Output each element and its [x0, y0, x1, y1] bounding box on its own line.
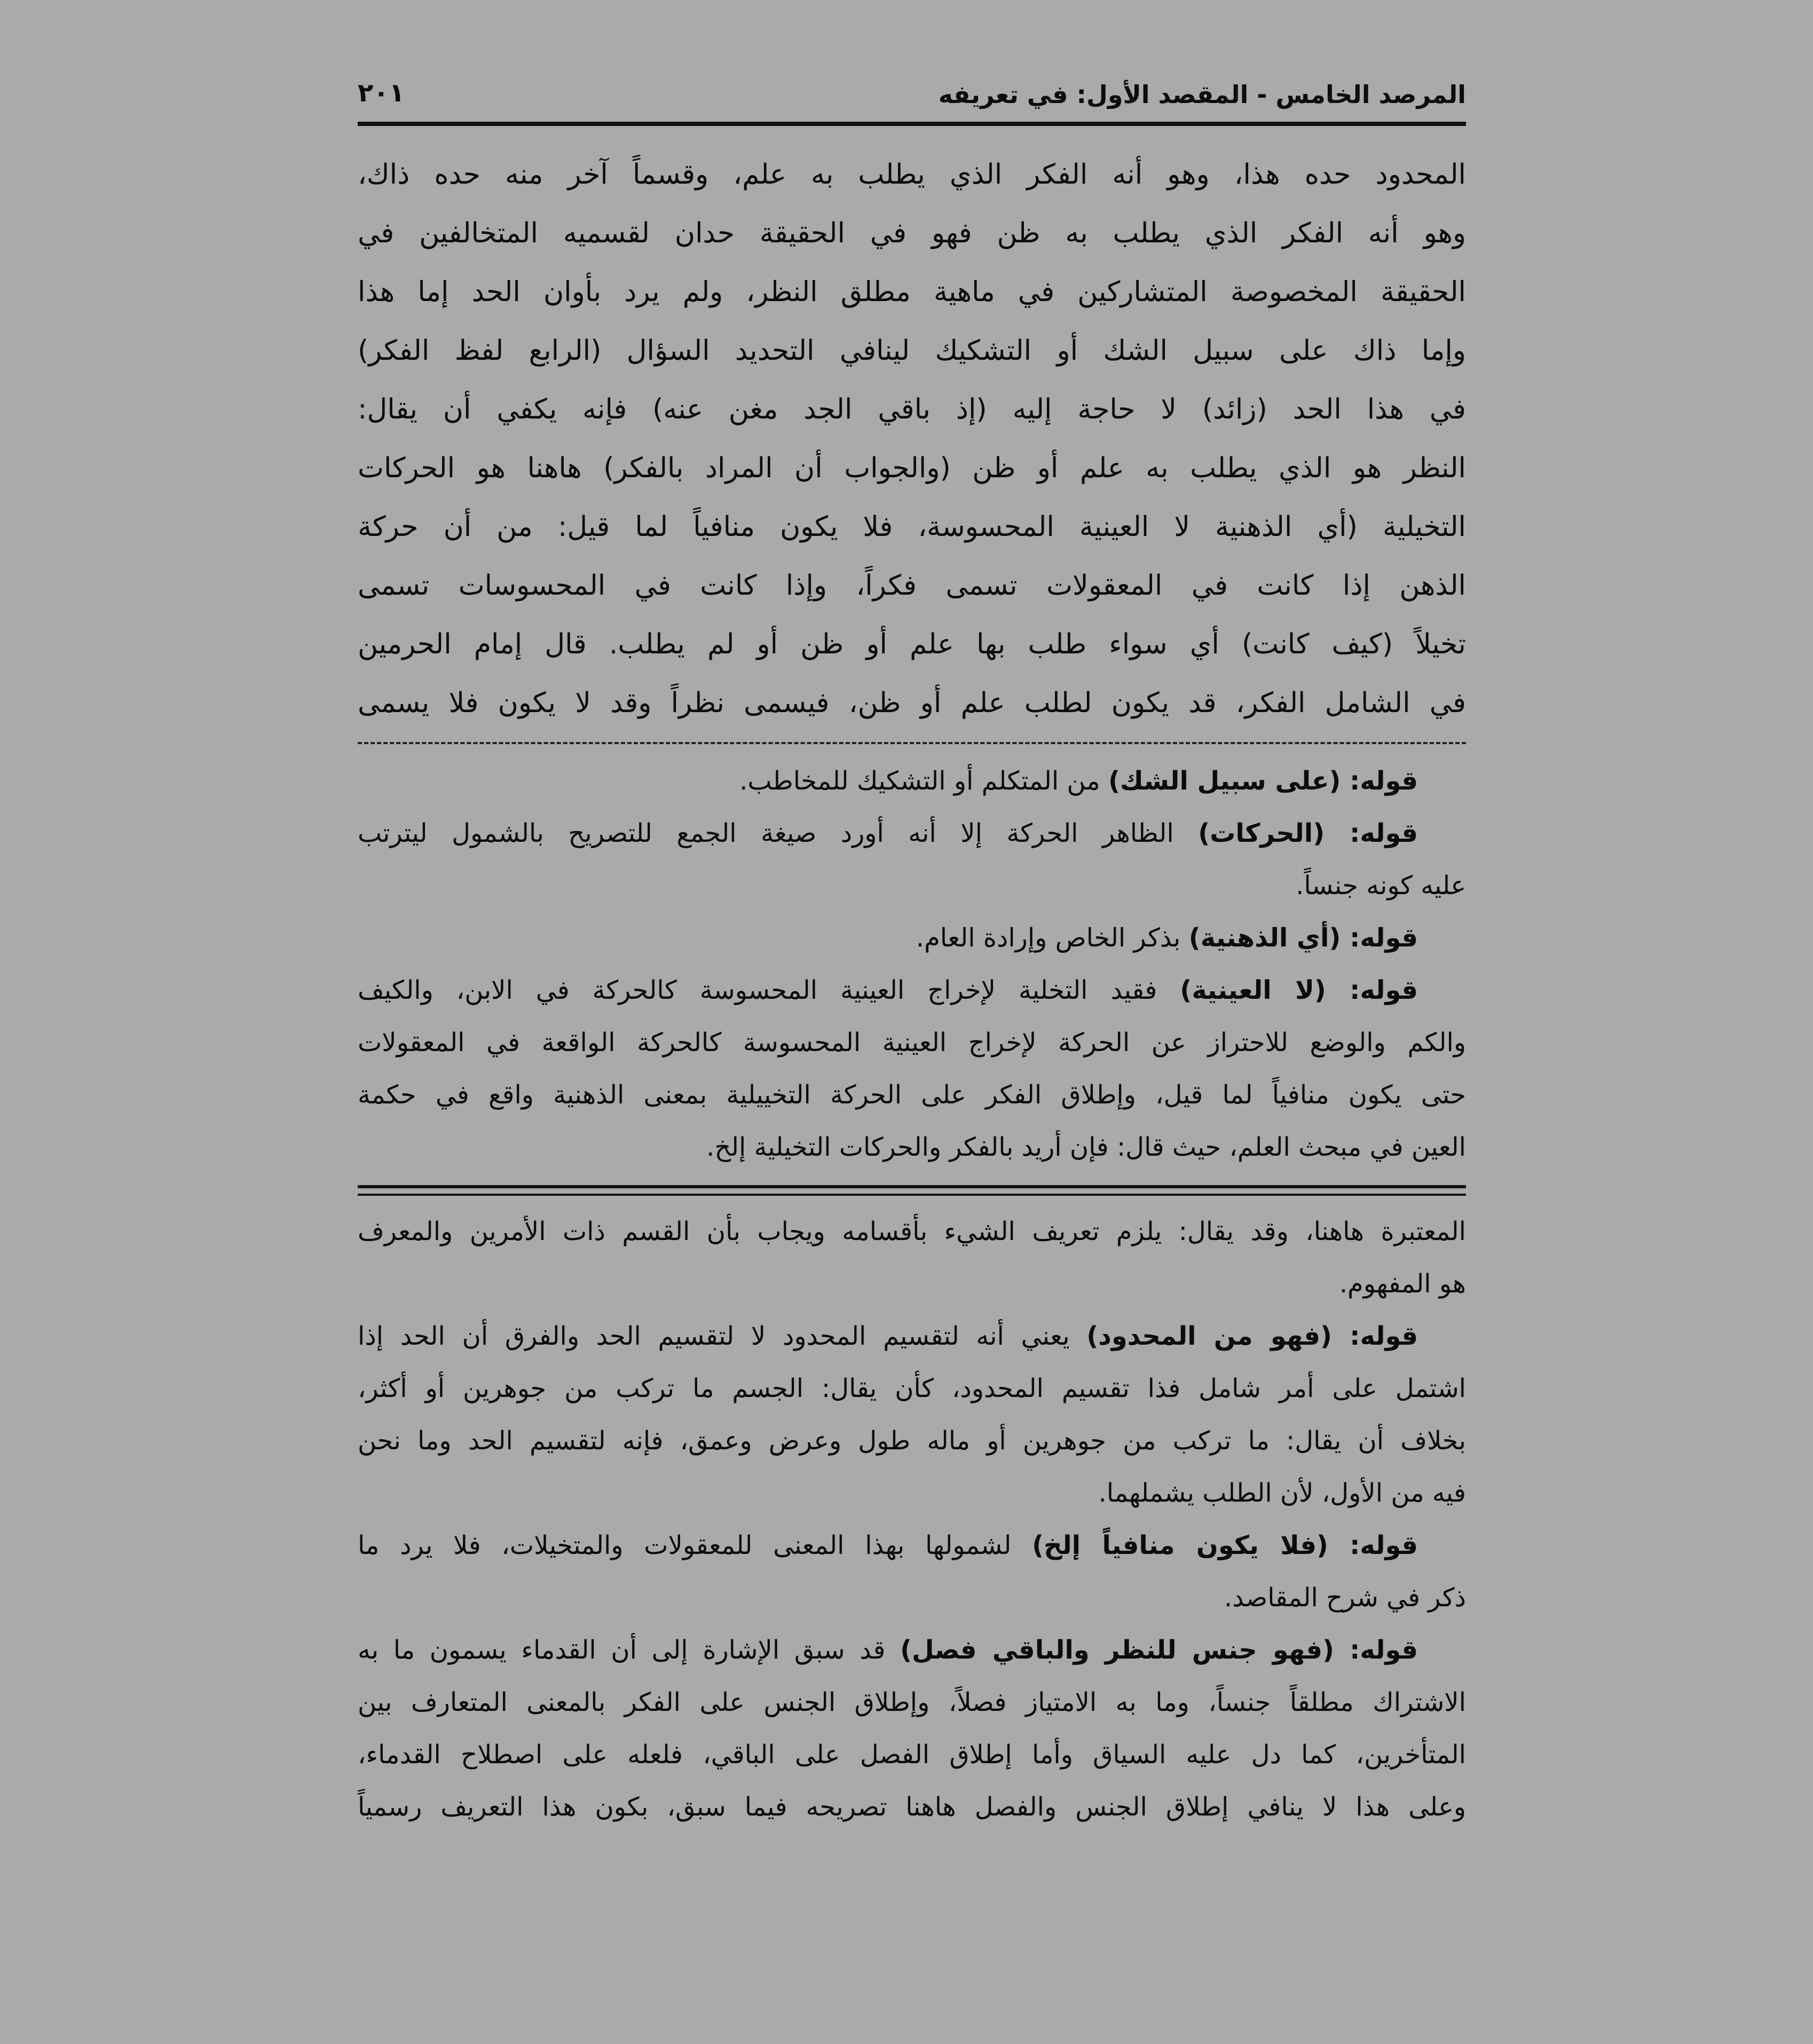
rule-line — [358, 1185, 1466, 1188]
header-rule — [358, 122, 1466, 126]
note-line — [358, 1519, 1466, 1572]
note-line: اشتمل على أمر شامل فذا تقسيم المحدود، كأن يقال: الجسم ما تركب من جوهرين أو أكثر، — [358, 1374, 1466, 1403]
note-line: الاشتراك مطلقاً جنساً، وما به الامتياز فصلاً، وإطلاق الجنس على الفكر بالمعنى المتعارف بين — [358, 1687, 1466, 1717]
note-line: والكم والوضع للاحتراز عن الحركة لإخراج العينية المحسوسة كالحركة الواقعة في المعقولات — [358, 1028, 1466, 1057]
note-line — [358, 964, 1466, 1016]
dashed-separator — [358, 742, 1466, 744]
note-prefix: قوله: — [1325, 818, 1418, 848]
note-prefix: قوله: — [1332, 1321, 1418, 1351]
page-number: ٢٠١ — [358, 78, 405, 108]
text-line: الذهن إذا كانت في المعقولات تسمى فكراً، وإذا كانت في المحسوسات تسمى — [358, 570, 1466, 602]
text-line: في هذا الحد (زائد) لا حاجة إليه (إذ باقي الجد مغن عنه) فإنه يكفي أن يقال: — [358, 393, 1466, 425]
text-line: الحقيقة المخصوصة المتشاركين في ماهية مطلق النظر، ولم يرد بأوان الحد إما هذا — [358, 276, 1466, 308]
note-quote: (فهو من المحدود) — [1086, 1321, 1332, 1351]
note-quote: (على سبيل الشك) — [1108, 766, 1341, 796]
commentary-top — [358, 755, 1466, 1173]
note-line — [358, 1310, 1466, 1362]
page-header — [358, 75, 1466, 122]
note-prefix: قوله: — [1328, 1530, 1418, 1560]
note-text: يعني أنه لتقسيم المحدود لا لتقسيم الحد والفرق أن الحد إذا — [358, 1321, 1087, 1351]
text-line: المحدود حده هذا، وهو أنه الفكر الذي يطلب به علم، وقسماً آخر منه حده ذاك، — [358, 159, 1466, 191]
note-text: لشمولها بهذا المعنى للمعقولات والمتخيلات، فلا يرد ما — [358, 1530, 1032, 1560]
note-line — [358, 912, 1466, 964]
text-line: وإما ذاك على سبيل الشك أو التشكيك لينافي التحديد السؤال (الرابع لفظ الفكر) — [358, 335, 1466, 367]
note-line: المعتبرة هاهنا، وقد يقال: يلزم تعريف الشيء بأقسامه ويجاب بأن القسم ذات الأمرين والمعرف — [358, 1217, 1466, 1246]
text-line: النظر هو الذي يطلب به علم أو ظن (والجواب أن المراد بالفكر) هاهنا هو الحركات — [358, 452, 1466, 484]
note-prefix: قوله: — [1341, 923, 1418, 953]
note-prefix: قوله: — [1326, 975, 1418, 1005]
text-line: التخيلية (أي الذهنية لا العينية المحسوسة، فلا يكون منافياً لما قيل: من أن حركة — [358, 511, 1466, 543]
note-line — [358, 755, 1466, 807]
text-line: تخيلاً (كيف كانت) أي سواء طلب بها علم أو ظن أو لم يطلب. قال إمام الحرمين — [358, 628, 1466, 660]
running-title: المرصد الخامس - المقصد الأول: في تعريفه — [938, 80, 1466, 109]
note-line: حتى يكون منافياً لما قيل، وإطلاق الفكر على الحركة التخييلية بمعنى الذهنية واقع في حكمة — [358, 1080, 1466, 1110]
note-quote: (فلا يكون منافياً إلخ) — [1032, 1530, 1328, 1560]
note-text: قد سبق الإشارة إلى أن القدماء يسمون ما به — [358, 1635, 901, 1665]
note-text: الظاهر الحركة إلا أنه أورد صيغة الجمع للتصريح بالشمول ليترتب — [358, 818, 1199, 848]
note-text: من المتكلم أو التشكيك للمخاطب. — [739, 766, 1108, 796]
note-line: المتأخرين، كما دل عليه السياق وأما إطلاق الفصل على الباقي، فلعله على اصطلاح القدماء، — [358, 1740, 1466, 1770]
note-line: العين في مبحث العلم، حيث قال: فإن أريد بالفكر والحركات التخيلية إلخ. — [706, 1132, 1466, 1162]
text-line: في الشامل الفكر، قد يكون لطلب علم أو ظن، فيسمى نظراً وقد لا يكون فلا يسمى — [358, 687, 1466, 719]
note-prefix: قوله: — [1334, 1635, 1418, 1665]
note-line — [358, 1624, 1466, 1676]
main-text — [358, 145, 1466, 732]
note-line: هو المفهوم. — [1339, 1269, 1466, 1299]
note-line: ذكر في شرح المقاصد. — [1224, 1583, 1466, 1613]
double-rule-separator — [358, 1185, 1466, 1196]
text-line: وهو أنه الفكر الذي يطلب به ظن فهو في الحقيقة حدان لقسميه المتخالفين في — [358, 217, 1466, 249]
note-prefix: قوله: — [1341, 766, 1418, 796]
note-quote: (لا العينية) — [1180, 975, 1326, 1005]
note-quote: (فهو جنس للنظر والباقي فصل) — [900, 1635, 1335, 1665]
note-line: عليه كونه جنساً. — [1296, 871, 1466, 901]
document-page — [358, 75, 1466, 1833]
note-quote: (أي الذهنية) — [1188, 923, 1341, 953]
commentary-bottom — [358, 1205, 1466, 1833]
note-line: بخلاف أن يقال: ما تركب من جوهرين أو ماله طول وعرض وعمق، فإنه لتقسيم الحد وما نحن — [358, 1426, 1466, 1456]
note-text: فقيد التخلية لإخراج العينية المحسوسة كالحركة في الابن، والكيف — [358, 975, 1180, 1005]
note-text: بذكر الخاص وإرادة العام. — [916, 923, 1189, 953]
note-line — [358, 807, 1466, 859]
note-line: وعلى هذا لا ينافي إطلاق الجنس والفصل هاهنا تصريحه فيما سبق، بكون هذا التعريف رسمياً — [358, 1792, 1466, 1822]
rule-line — [358, 1194, 1466, 1196]
note-line: فيه من الأول، لأن الطلب يشملهما. — [1098, 1478, 1466, 1508]
note-quote: (الحركات) — [1198, 818, 1325, 848]
